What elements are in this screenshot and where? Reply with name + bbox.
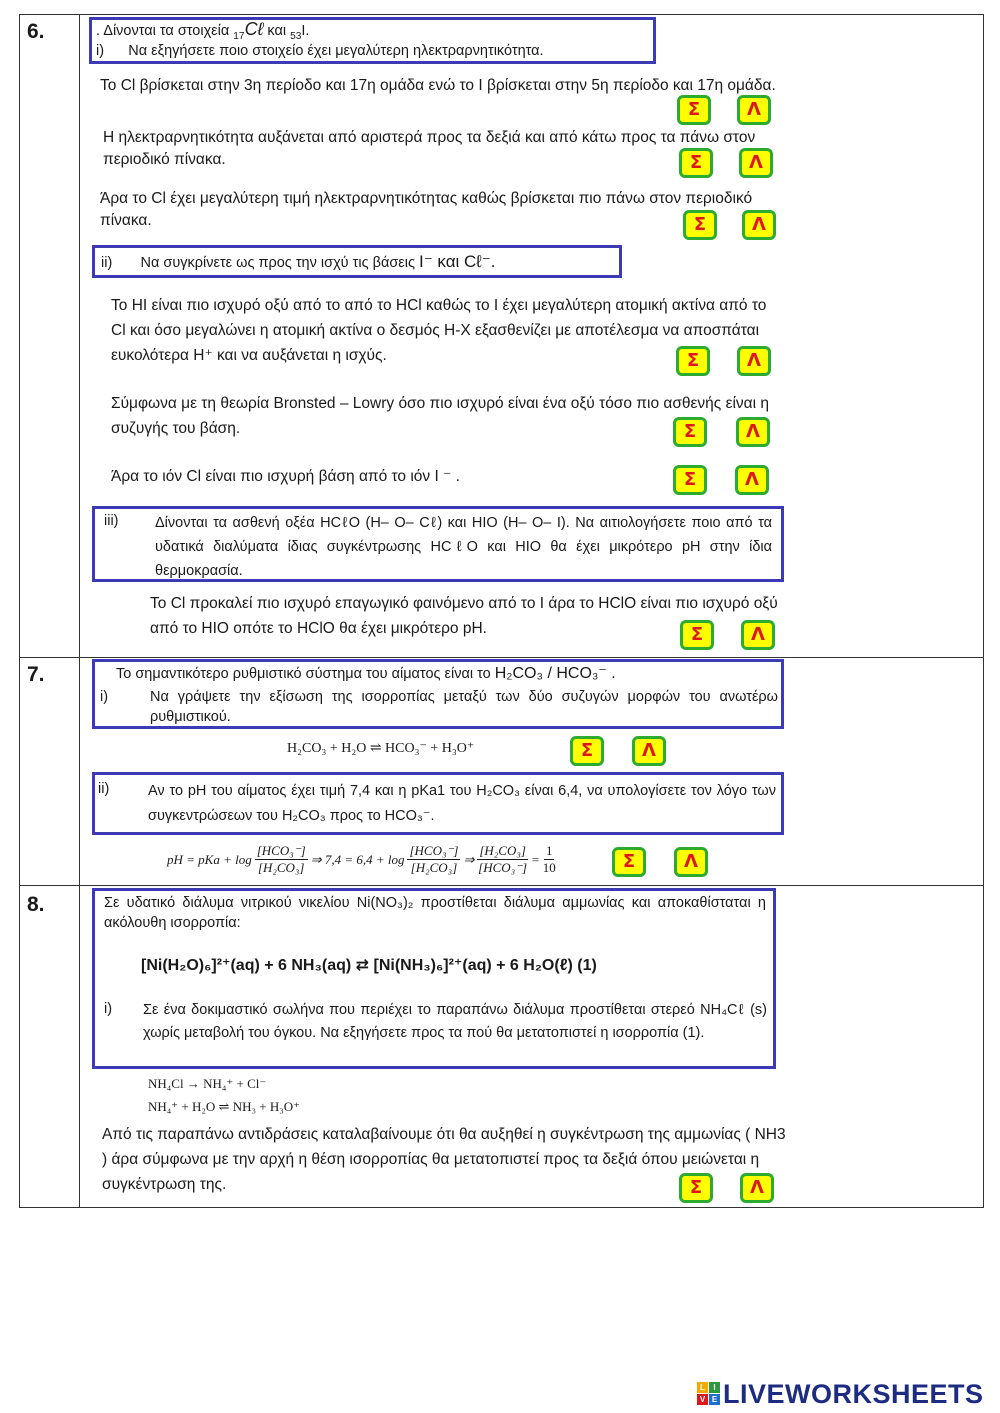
question-label: i) bbox=[104, 1001, 113, 1017]
reaction-equation: NH₄⁺ + H₂O ⇌ NH₃ + H₃O⁺ bbox=[148, 1099, 301, 1114]
wrong-button[interactable]: Λ bbox=[740, 1173, 774, 1203]
question-label: i) bbox=[100, 689, 109, 705]
wrong-button[interactable]: Λ bbox=[737, 95, 771, 125]
liveworksheets-logo-icon: L I V E bbox=[697, 1382, 721, 1406]
wrong-button[interactable]: Λ bbox=[739, 148, 773, 178]
wrong-button[interactable]: Λ bbox=[674, 847, 708, 877]
question-text: Δίνονται τα ασθενή οξέα HCℓO (H– O– Cℓ) και HIO (H– O– I). Να αιτιολογήσετε ποιο από τα υδατικά διαλύματα ίδιας συγκέντρωσης HCℓO και HIO θα έχει μικρότερο pH στην ίδια θερμοκρασία. bbox=[155, 515, 772, 579]
correct-button[interactable]: Σ bbox=[612, 847, 646, 877]
question-intro: . Δίνονται τα στοιχεία $_{17}$Cℓ και $_{53}$I. bbox=[96, 19, 310, 42]
correct-button[interactable]: Σ bbox=[680, 620, 714, 650]
equation: H₂CO₃ + H₂O ⇌ HCO₃⁻ + H₃O⁺ bbox=[287, 741, 475, 756]
wrong-button[interactable]: Λ bbox=[737, 346, 771, 376]
correct-button[interactable]: Σ bbox=[673, 465, 707, 495]
answer-text: Από τις παραπάνω αντιδράσεις καταλαβαίνουμε ότι θα αυξηθεί η συγκέντρωση της αμμωνίας ( NH3 ) άρα σύμφωνα με την αρχή η θέση ισορροπίας θα μετατοπιστεί προς τα δεξιά όπου μειώνεται η συγκέντρωση της. bbox=[102, 1126, 786, 1193]
answer-text: Το Cl προκαλεί πιο ισχυρό επαγωγικό φαινόμενο από το I άρα το HClO είναι πιο ισχυρό οξύ από το HIO οπότε το HClO θα έχει μικρότερο pH. bbox=[150, 595, 778, 637]
correct-button[interactable]: Σ bbox=[676, 346, 710, 376]
answer-text: Το Cl βρίσκεται στην 3η περίοδο και 17η ομάδα ενώ το I βρίσκεται στην 5η περίοδο και 17η ομάδα. bbox=[100, 77, 776, 94]
question-text: ii) Να συγκρίνετε ως προς την ισχύ τις βάσεις I⁻ και Cℓ⁻. bbox=[101, 252, 496, 271]
question-number: 6. bbox=[27, 20, 45, 43]
liveworksheets-logo bbox=[697, 1378, 984, 1410]
question-text: Να γράψετε την εξίσωση της ισορροπίας μεταξύ των δύο συζυγών μορφών του ανωτέρω ρυθμιστικού. bbox=[150, 689, 778, 725]
answer-text: Άρα το Cl έχει μεγαλύτερη τιμή ηλεκτραρνητικότητας καθώς βρίσκεται πιο πάνω στον περιοδικό πίνακα. bbox=[100, 190, 753, 229]
question-text: i) Να εξηγήσετε ποιο στοιχείο έχει μεγαλύτερη ηλεκτραρνητικότητα. bbox=[96, 43, 544, 59]
henderson-equation: pH = pKa + log [HCO₃⁻] [H₂CO₃] ⇒ 7,4 = 6,4 + log [HCO₃⁻] [H₂CO₃] ⇒ [H₂CO₃] [HCO₃⁻] = $\frac{1}{10}$ bbox=[167, 843, 556, 875]
row-divider bbox=[19, 885, 984, 886]
wrong-button[interactable]: Λ bbox=[742, 210, 776, 240]
correct-button[interactable]: Σ bbox=[673, 417, 707, 447]
liveworksheets-brand: LIVEWORKSHEETS bbox=[723, 1378, 984, 1409]
wrong-button[interactable]: Λ bbox=[632, 736, 666, 766]
wrong-button[interactable]: Λ bbox=[741, 620, 775, 650]
row-divider bbox=[19, 657, 984, 658]
answer-text: Άρα το ιόν Cl είναι πιο ισχυρή βάση από το ιόν I ⁻ . bbox=[111, 468, 460, 485]
question-text: Σε ένα δοκιμαστικό σωλήνα που περιέχει το παραπάνω διάλυμα προστίθεται στερεό NH₄Cℓ (s) χωρίς μεταβολή του όγκου. Να εξηγήσετε προς τα πού θα μετατοπιστεί η ισορροπία (1). bbox=[143, 1002, 767, 1041]
answer-text: Σύμφωνα με τη θεωρία Bronsted – Lowry όσο πιο ισχυρό είναι ένα οξύ τόσο πιο ασθενής είναι η συζυγής του βάση. bbox=[111, 395, 770, 437]
reaction-equation: NH₄Cl → NH₄⁺ + Cl⁻ bbox=[148, 1076, 267, 1091]
question-label: ii) bbox=[98, 781, 110, 797]
answer-text: Το HI είναι πιο ισχυρό οξύ από το από το HCl καθώς το I έχει μεγαλύτερη ατομική ακτίνα από το Cl και όσο μεγαλώνει η ατομική ακτίνα ο δεσμός Η-Χ εξασθενίζει με αποτέλεσμα να αποσπάται ευκολότερα Η⁺ και να αυξάνεται η ισχύς. bbox=[111, 297, 767, 364]
question-intro: Το σημαντικότερο ρυθμιστικό σύστημα του αίματος είναι το H₂CO₃ / HCO₃⁻ . bbox=[116, 665, 616, 682]
correct-button[interactable]: Σ bbox=[679, 1173, 713, 1203]
correct-button[interactable]: Σ bbox=[679, 148, 713, 178]
wrong-button[interactable]: Λ bbox=[736, 417, 770, 447]
column-divider bbox=[79, 14, 80, 1208]
question-number: 7. bbox=[27, 663, 45, 686]
correct-button[interactable]: Σ bbox=[683, 210, 717, 240]
question-intro: Σε υδατικό διάλυμα νιτρικού νικελίου Ni(NO₃)₂ προστίθεται διάλυμα αμμωνίας και αποκαθίσταται η ακόλουθη ισορροπία: bbox=[104, 895, 766, 931]
answer-text: Η ηλεκτραρνητικότητα αυξάνεται από αριστερά προς τα δεξιά και από κάτω προς τα πάνω στον περιοδικό πίνακα. bbox=[103, 129, 756, 168]
correct-button[interactable]: Σ bbox=[570, 736, 604, 766]
equilibrium-equation: [Ni(H₂O)₆]²⁺(aq) + 6 NH₃(aq) ⇄ [Ni(NH₃)₆]²⁺(aq) + 6 H₂O(ℓ) (1) bbox=[141, 957, 597, 974]
correct-button[interactable]: Σ bbox=[677, 95, 711, 125]
question-text: Αν το pH του αίματος έχει τιμή 7,4 και η pKa1 του H₂CO₃ είναι 6,4, να υπολογίσετε τον λόγο των συγκεντρώσεων του H₂CO₃ προς το HCO₃⁻. bbox=[148, 783, 776, 824]
question-number: 8. bbox=[27, 893, 45, 916]
wrong-button[interactable]: Λ bbox=[735, 465, 769, 495]
question-label: iii) bbox=[104, 513, 119, 529]
